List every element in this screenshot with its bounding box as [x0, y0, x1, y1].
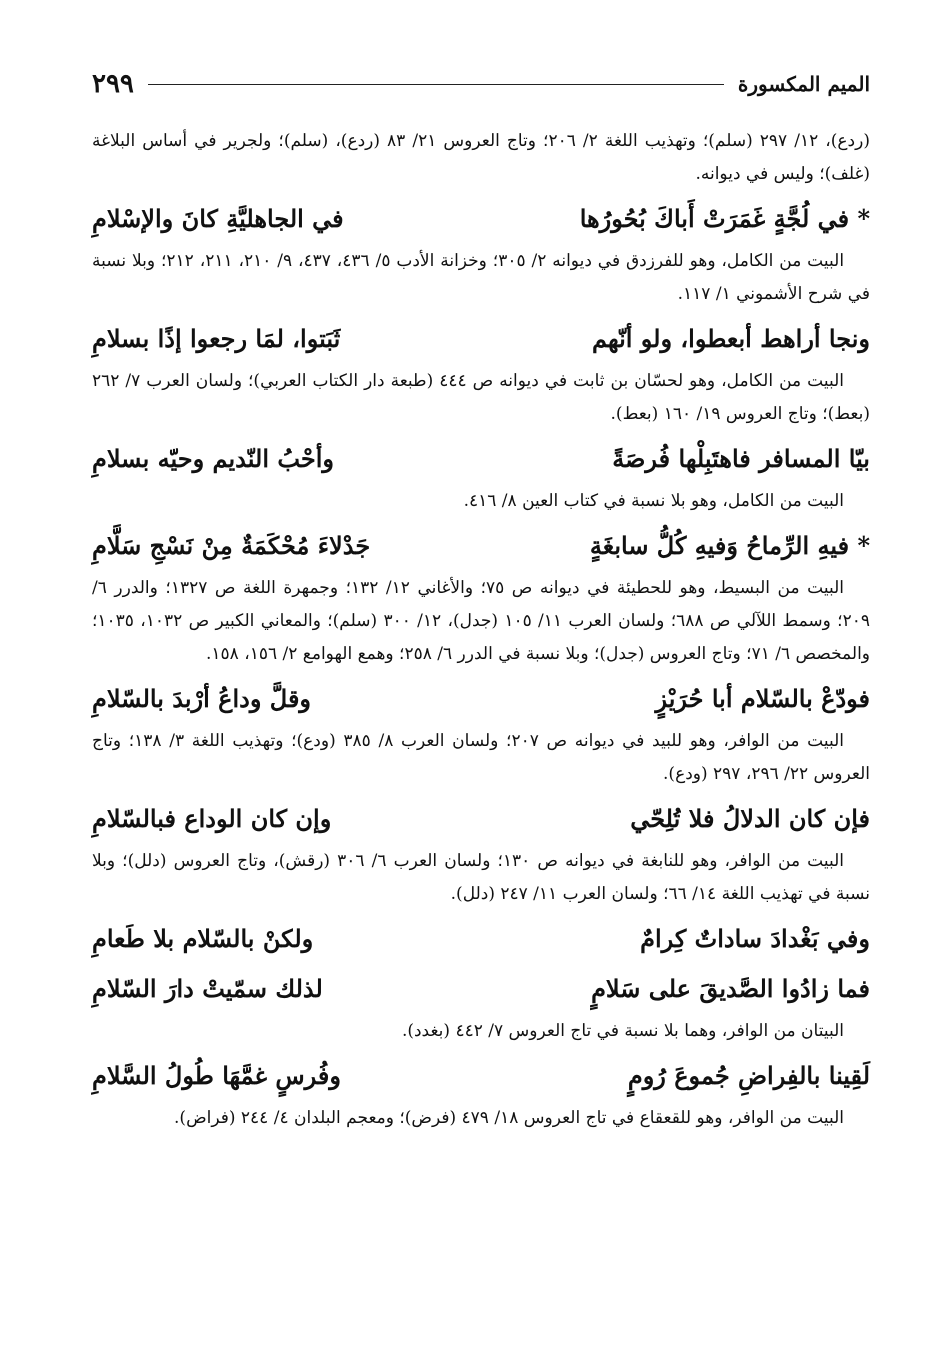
verse-first-hemistich: لَقِينا بالفِراضِ جُموعَ رُومٍ	[627, 1061, 870, 1090]
page-header	[92, 64, 870, 104]
verse-line	[92, 797, 870, 841]
verse-second-hemistich: لذلك سمّيتْ دارَ السّلامِ	[92, 974, 323, 1003]
verse-line	[92, 1054, 870, 1098]
verse-first-hemistich: * فيهِ الرِّماحُ وَفيهِ كُلُّ سابغَةٍ	[589, 531, 870, 560]
verse-line	[92, 524, 870, 568]
verse-line	[92, 317, 870, 361]
verse-first-hemistich: فما زادُوا الصَّديقَ على سَلامٍ	[591, 974, 870, 1003]
source-note: البيت من الكامل، وهو لحسّان بن ثابت في ديوانه ص ٤٤٤ (طبعة دار الكتاب العربي)؛ ولسان العرب ٧/ ٢٦٢ (بعط)؛ وتاج العروس ١٩/ ١٦٠ (بعط).	[92, 371, 870, 424]
page-number: ٢٩٩	[92, 69, 134, 99]
source-note: البيتان من الوافر، وهما بلا نسبة في تاج العروس ٧/ ٤٤٢ (بغدد).	[401, 1021, 844, 1041]
verse-first-hemistich: بيّا المسافر فاهتَبِلْها فُرصَةً	[612, 444, 870, 473]
source-note: البيت من الوافر، وهو للنابغة في ديوانه ص ١٣٠؛ ولسان العرب ٦/ ٣٠٦ (رقش)، وتاج العروس (دلل)؛ وبلا نسبة في تهذيب اللغة ١٤/ ٦٦؛ ولسان العرب ١١/ ٢٤٧ (دلل).	[92, 851, 870, 904]
verse-second-hemistich: جَدْلاءَ مُحْكَمَةٌ مِنْ نَسْجِ سَلَّامِ	[92, 531, 371, 560]
source-note: البيت من الكامل، وهو بلا نسبة في كتاب العين ٨/ ٤١٦.	[463, 491, 844, 511]
verse-second-hemistich: ولكنْ بالسّلام بلا طَعامِ	[92, 924, 314, 953]
verse-first-hemistich: فودّعْ بالسّلام أبا حُرَيْزٍ	[655, 684, 870, 713]
verse-line	[92, 677, 870, 721]
running-title: الميم المكسورة	[737, 72, 870, 96]
source-note: البيت من البسيط، وهو للحطيئة في ديوانه ص ٧٥؛ والأغاني ١٢/ ١٣٢؛ وجمهرة اللغة ص ١٣٢٧؛ والدرر ٦/ ٢٠٩؛ وسمط اللآلي ص ٦٨٨؛ ولسان العرب ١١/ ١٠٥ (جدل)، ١٢/ ٣٠٠ (سلم)؛ والمعاني الكبير ص ١٠٣٢، ١٠٣٥؛ والمخصص ٦/ ٧١؛ وتاج العروس (جدل)؛ وبلا نسبة في الدرر ٦/ ٢٥٨؛ وهمع الهوامع ٢/ ١٥٦، ١٥٨.	[92, 578, 870, 664]
source-note: (ردع)، ١٢/ ٢٩٧ (سلم)؛ وتهذيب اللغة ٢/ ٢٠٦؛ وتاج العروس ٢١/ ٨٣ (ردع)، (سلم)؛ ولجرير في أساس البلاغة (غلف)؛ وليس في ديوانه.	[92, 131, 870, 184]
verse-second-hemistich: في الجاهليَّةِ كانَ والإسْلامِ	[92, 204, 344, 233]
verse-second-hemistich: وقلَّ وداعُ أرْبدَ بالسّلامِ	[92, 684, 311, 713]
header-rule	[148, 84, 724, 85]
verse-line	[92, 967, 870, 1011]
verse-second-hemistich: ثَبَتوا، لمَا رجعوا إذًا بسلامِ	[92, 324, 341, 353]
verse-first-hemistich: فإن كان الدلالُ فلا تُلِحّي	[630, 804, 870, 833]
page-content	[92, 125, 870, 1135]
verse-second-hemistich: وإن كان الوداع فبالسّلامِ	[92, 804, 332, 833]
verse-second-hemistich: وأحْبُ النّديم وحيّه بسلامِ	[92, 444, 335, 473]
source-note: البيت من الكامل، وهو للفرزدق في ديوانه ٢/ ٣٠٥؛ وخزانة الأدب ٥/ ٤٣٦، ٤٣٧، ٩/ ٢١٠، ٢١١، ٢١٢؛ وبلا نسبة في شرح الأشموني ١/ ١١٧.	[92, 251, 870, 304]
verse-line	[92, 197, 870, 241]
verse-first-hemistich: ونجا أراهط أبعطوا، ولو أنّهم	[592, 324, 870, 353]
verse-line	[92, 917, 870, 961]
verse-second-hemistich: وفُرسٍ غمَّهَا طُولُ السَّلامِ	[92, 1061, 341, 1090]
source-note: البيت من الوافر، وهو للبيد في ديوانه ص ٢٠٧؛ ولسان العرب ٨/ ٣٨٥ (ودع)؛ وتهذيب اللغة ٣/ ١٣٨؛ وتاج العروس ٢٢/ ٢٩٦، ٢٩٧ (ودع).	[92, 731, 870, 784]
verse-line	[92, 437, 870, 481]
source-note: البيت من الوافر، وهو للقعقاع في تاج العروس ١٨/ ٤٧٩ (فرض)؛ ومعجم البلدان ٤/ ٢٤٤ (فراض).	[174, 1108, 844, 1128]
verse-first-hemistich: * في لُجَّةٍ غَمَرَتْ أَباكَ بُحُورُها	[579, 204, 870, 233]
verse-first-hemistich: وفي بَغْدادَ ساداتٌ كِرامٌ	[640, 924, 870, 953]
